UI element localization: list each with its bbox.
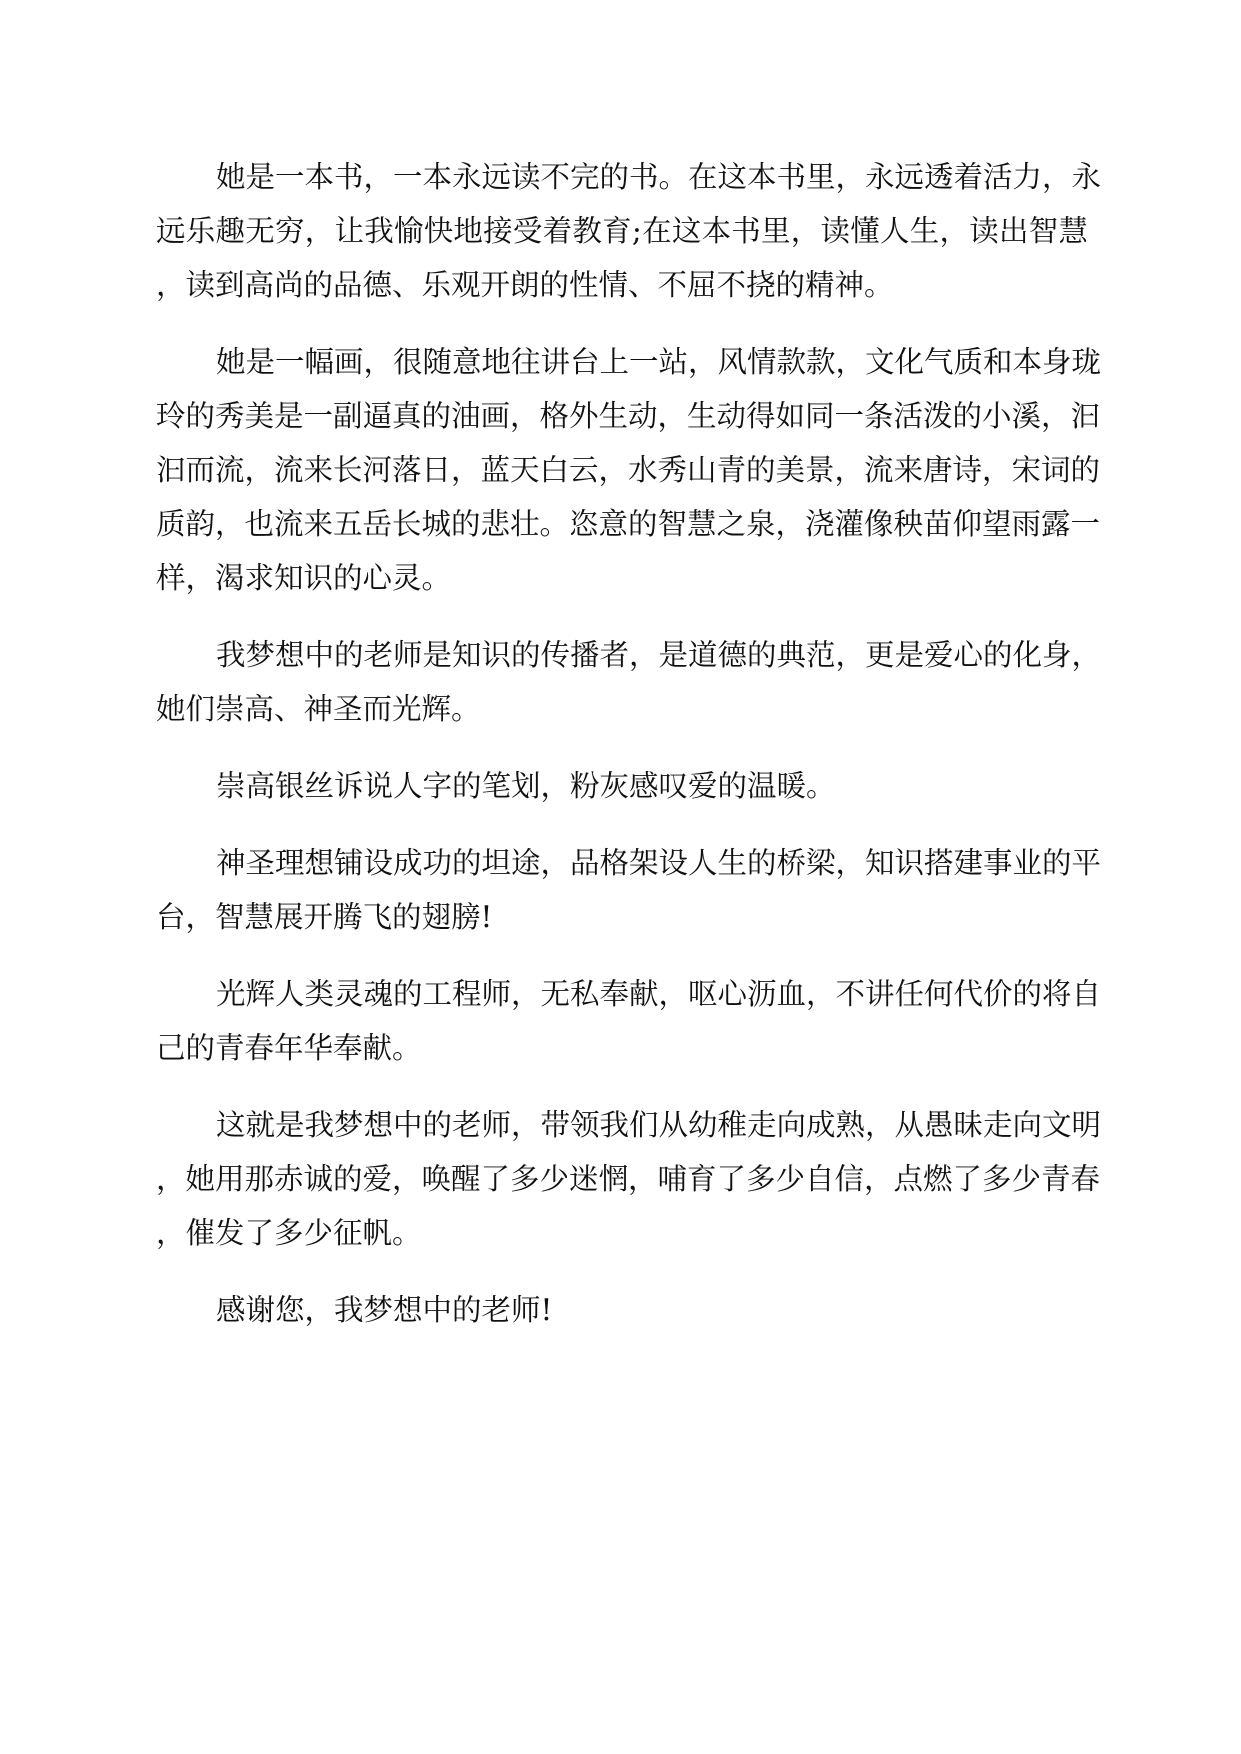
text-line: 她是一本书，一本永远读不完的书。在这本书里，永远透着活力，永 xyxy=(216,160,1102,194)
paragraph-1 xyxy=(156,150,1102,312)
text-line: 光辉人类灵魂的工程师，无私奉献，呕心沥血，不讲任何代价的将自 xyxy=(216,977,1102,1011)
text-line: ，催发了多少征帆。 xyxy=(156,1216,422,1250)
text-line: 这就是我梦想中的老师，带领我们从幼稚走向成熟，从愚昧走向文明 xyxy=(216,1108,1102,1142)
paragraph-6 xyxy=(156,967,1102,1075)
text-line: 样，渴求知识的心灵。 xyxy=(156,561,452,595)
text-line: 质韵，也流来五岳长城的悲壮。恣意的智慧之泉，浇灌像秧苗仰望雨露一 xyxy=(156,507,1101,541)
paragraph-5 xyxy=(156,836,1102,944)
paragraph-3 xyxy=(156,628,1102,736)
text-line: 汩而流，流来长河落日，蓝天白云，水秀山青的美景，流来唐诗，宋词的 xyxy=(156,453,1101,487)
document-body xyxy=(156,150,1102,1360)
text-line: 我梦想中的老师是知识的传播者，是道德的典范，更是爱心的化身， xyxy=(216,638,1102,672)
text-line: 玲的秀美是一副逼真的油画，格外生动，生动得如同一条活泼的小溪，汩 xyxy=(156,399,1101,433)
text-line: ，她用那赤诚的爱，唤醒了多少迷惘，哺育了多少自信，点燃了多少青春 xyxy=(156,1162,1101,1196)
text-line: 崇高银丝诉说人字的笔划，粉灰感叹爱的温暖。 xyxy=(216,769,836,803)
text-line: 台，智慧展开腾飞的翅膀! xyxy=(156,900,493,934)
text-line: 她们崇高、神圣而光辉。 xyxy=(156,692,481,726)
text-line: 远乐趣无穷，让我愉快地接受着教育;在这本书里，读懂人生，读出智慧 xyxy=(156,214,1088,248)
text-line: ，读到高尚的品德、乐观开朗的性情、不屈不挠的精神。 xyxy=(156,268,894,302)
paragraph-8 xyxy=(156,1283,1088,1337)
text-line: 她是一幅画，很随意地往讲台上一站，风情款款，文化气质和本身珑 xyxy=(216,345,1102,379)
text-line: 感谢您，我梦想中的老师! xyxy=(216,1293,553,1327)
paragraph-4 xyxy=(156,759,1088,813)
paragraph-2 xyxy=(156,335,1102,605)
text-line: 己的青春年华奉献。 xyxy=(156,1031,422,1065)
paragraph-7 xyxy=(156,1098,1102,1260)
text-line: 神圣理想铺设成功的坦途，品格架设人生的桥梁，知识搭建事业的平 xyxy=(216,846,1102,880)
